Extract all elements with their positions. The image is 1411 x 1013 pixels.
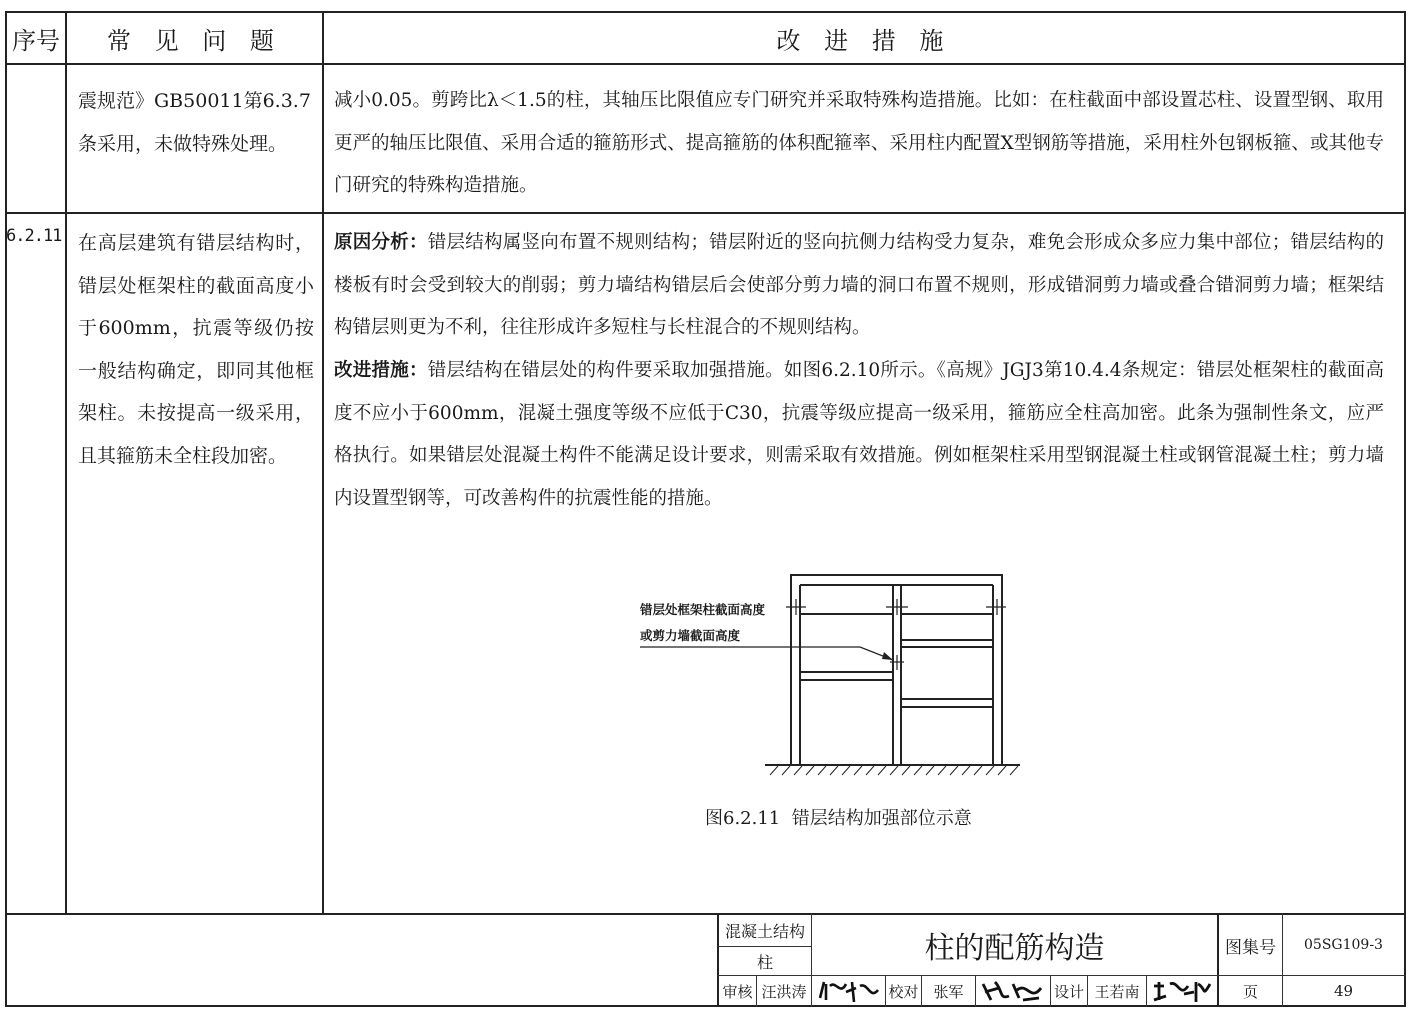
tb-review-label: 审核 [722,982,753,1001]
main-issue-text: 在高层建筑有错层结构时，错层处框架柱的截面高度小于600mm，抗震等级仍按一般结构确定，即同其他框架柱。未按提高一级采用，且其箍筋未全柱段加密。 [78,232,314,467]
right-bay-top-room [901,614,993,640]
tb-subcategory: 柱 [756,952,773,972]
table-right-border [1404,11,1406,1007]
cause-label: 原因分析： [334,232,428,253]
tb-reviewer: 汪洪涛 [761,982,807,1001]
figure-caption: 图6.2.11 错层结构加强部位示意 [705,808,972,829]
fix-label: 改进措施： [334,360,428,381]
cause-paragraph [334,222,1384,350]
tb-designer: 王若南 [1094,982,1140,1001]
col-divider-no [65,11,67,915]
col-divider-issue [322,11,324,915]
figure-label-line1: 错层处框架柱截面高度 [640,602,766,617]
right-bay-lower-room [901,707,993,765]
header-col-no: 序号 [12,26,60,55]
tb-check-label: 校对 [888,982,919,1001]
prev-issue-text: 震规范》GB50011第6.3.7条采用，未做特殊处理。 [78,90,311,155]
header-col-issue: 常 见 问 题 [107,26,282,55]
tb-atlas-no: 05SG109-3 [1304,937,1383,953]
prev-fix-text: 减小0.05。剪跨比λ＜1.5的柱，其轴压比限值应专门研究并采取特殊构造措施。比如：在柱截面中部设置芯柱、设置型钢、取用更严的轴压比限值、采用合适的箍筋形式、提高箍筋的体积配箍率、采用柱内配置X型钢筋等措施，采用柱外包钢板箍、或其他专门研究的特殊构造措施。 [334,90,1384,196]
row-number: 6.2.11 [6,226,62,246]
tb-design-label: 设计 [1053,982,1084,1001]
signature-mark [979,978,1047,1004]
header-col-fix: 改 进 措 施 [776,26,952,55]
tb-category: 混凝土结构 [724,922,805,941]
header-bottom-border [5,63,1406,65]
left-bay-lower-room [800,680,893,765]
tb-designer-signature [1147,976,1217,1006]
tb-page-no: 49 [1333,982,1354,1000]
tb-page-label: 页 [1242,982,1258,1001]
fix-paragraph [334,350,1384,520]
tb-checker-signature [976,976,1050,1006]
figure-label-line2: 或剪力墙截面高度 [640,628,741,643]
tb-atlas-label: 图集号 [1225,937,1276,958]
tb-checker: 张军 [933,982,964,1001]
cause-text: 错层结构属竖向布置不规则结构；错层附近的竖向抗侧力结构受力复杂，难免会形成众多应力集中部位；错层结构的楼板有时会受到较大的削弱；剪力墙结构错层后会使部分剪力墙的洞口布置不规则，形成错洞剪力墙或叠合错洞剪力墙；框架结构错层则更为不利，往往形成许多短柱与长柱混合的不规则结构。 [334,232,1384,338]
right-bay-middle-room [901,647,993,699]
table-left-border [5,11,7,1007]
signature-mark [816,978,882,1004]
signature-mark [1150,978,1214,1004]
fix-text: 错层结构在错层处的构件要采取加强措施。如图6.2.10所示。《高规》JGJ3第10.4.4条规定：错层处框架柱的截面高度不应小于600mm，混凝土强度等级不应低于C30，抗震等级应提高一级采用，箍筋应全柱高加密。此条为强制性条文，应严格执行。如果错层处混凝土构件不能满足设计要求，则需采取有效措施。例如框架柱采用型钢混凝土柱或钢管混凝土柱；剪力墙内设置型钢等，可改善构件的抗震性能的措施。 [334,360,1384,509]
left-bay-upper-room [800,614,893,672]
row-divider [5,212,1406,214]
tb-title: 柱的配筋构造 [924,931,1105,966]
tb-reviewer-signature [812,976,885,1006]
